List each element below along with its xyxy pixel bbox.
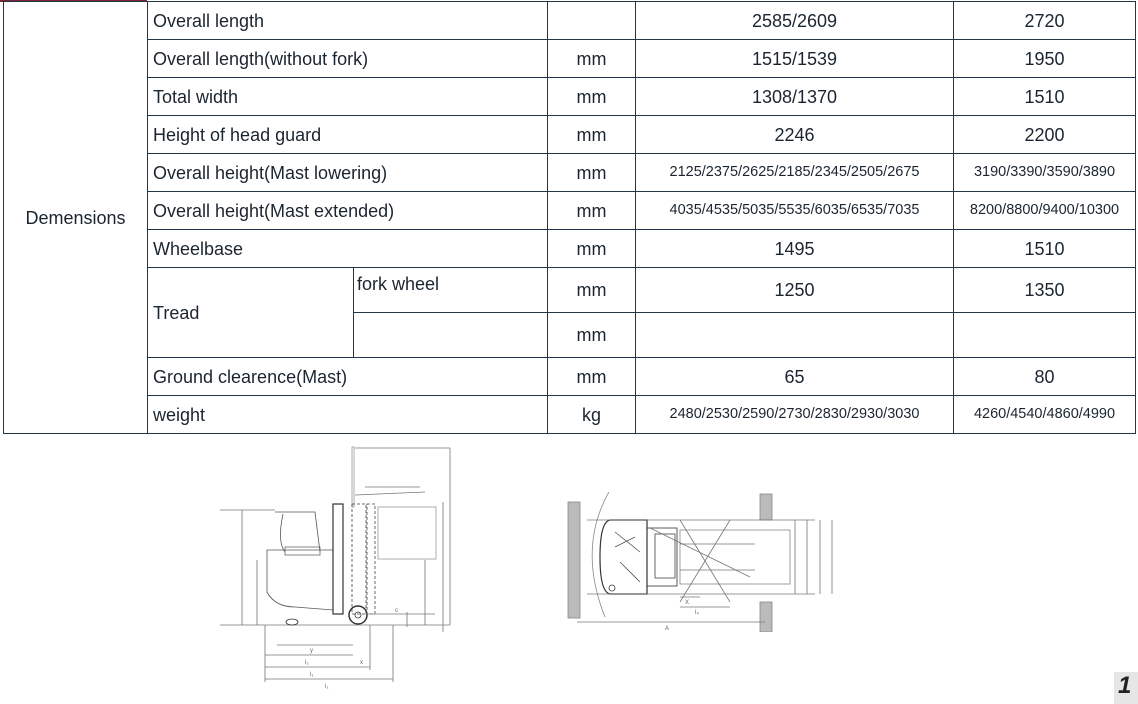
- table-row: [4, 154, 1136, 192]
- value-model-a: 1515/1539: [636, 40, 954, 78]
- unit-cell: mm: [548, 78, 636, 116]
- svg-text:l₂: l₂: [305, 660, 309, 666]
- table-row: [4, 2, 1136, 40]
- value-model-b: 1950: [954, 40, 1136, 78]
- unit-cell: kg: [548, 396, 636, 434]
- value-model-a: 1495: [636, 230, 954, 268]
- row-label: Overall length: [148, 2, 548, 40]
- category-cell: Demensions: [4, 2, 148, 434]
- table-row: [4, 40, 1136, 78]
- top-plan-drawing: [565, 492, 845, 632]
- value-model-a: 1250: [636, 268, 954, 313]
- value-model-b: [954, 313, 1136, 358]
- unit-cell: mm: [548, 313, 636, 358]
- table-row: [4, 78, 1136, 116]
- unit-cell: mm: [548, 358, 636, 396]
- value-model-b: 2200: [954, 116, 1136, 154]
- row-label: Ground clearence(Mast): [148, 358, 548, 396]
- svg-text:y: y: [310, 648, 313, 654]
- row-label: Height of head guard: [148, 116, 548, 154]
- svg-text:c: c: [395, 608, 398, 614]
- unit-cell: [548, 2, 636, 40]
- table-row: [4, 230, 1136, 268]
- value-model-a: 65: [636, 358, 954, 396]
- row-label: Tread: [148, 268, 354, 358]
- svg-text:X: X: [685, 600, 690, 606]
- row-label: Overall height(Mast extended): [148, 192, 548, 230]
- value-model-b: 80: [954, 358, 1136, 396]
- value-model-b: 1350: [954, 268, 1136, 313]
- unit-cell: mm: [548, 40, 636, 78]
- row-sublabel: fork wheel: [354, 268, 548, 313]
- value-model-a: 2125/2375/2625/2185/2345/2505/2675: [636, 154, 954, 192]
- svg-text:x: x: [360, 660, 363, 666]
- unit-cell: mm: [548, 230, 636, 268]
- value-model-a: 4035/4535/5035/5535/6035/6535/7035: [636, 192, 954, 230]
- unit-cell: mm: [548, 268, 636, 313]
- row-label: Overall length(without fork): [148, 40, 548, 78]
- value-model-b: 1510: [954, 78, 1136, 116]
- value-model-b: 8200/8800/9400/10300: [954, 192, 1136, 230]
- value-model-b: 3190/3390/3590/3890: [954, 154, 1136, 192]
- unit-cell: mm: [548, 154, 636, 192]
- svg-text:l₁: l₁: [325, 684, 329, 690]
- row-label: Overall height(Mast lowering): [148, 154, 548, 192]
- row-label: Wheelbase: [148, 230, 548, 268]
- table-row: [4, 396, 1136, 434]
- svg-text:A: A: [665, 626, 670, 632]
- value-model-a: 2480/2530/2590/2730/2830/2930/3030: [636, 396, 954, 434]
- value-model-a: [636, 313, 954, 358]
- svg-text:l₄: l₄: [695, 610, 699, 616]
- table-row: [4, 192, 1136, 230]
- value-model-a: 2585/2609: [636, 2, 954, 40]
- row-sublabel: [354, 313, 548, 358]
- table-row: [4, 268, 1136, 313]
- specification-table: [3, 1, 1136, 434]
- value-model-a: 1308/1370: [636, 78, 954, 116]
- value-model-b: 1510: [954, 230, 1136, 268]
- unit-cell: mm: [548, 192, 636, 230]
- table-row: [4, 358, 1136, 396]
- row-label: Total width: [148, 78, 548, 116]
- page-number: 1: [1114, 672, 1138, 704]
- value-model-b: 2720: [954, 2, 1136, 40]
- table-row: [4, 116, 1136, 154]
- side-elevation-drawing: [215, 442, 455, 692]
- technical-drawings: [0, 440, 1138, 699]
- row-label: weight: [148, 396, 548, 434]
- value-model-a: 2246: [636, 116, 954, 154]
- unit-cell: mm: [548, 116, 636, 154]
- value-model-b: 4260/4540/4860/4990: [954, 396, 1136, 434]
- svg-text:l₁: l₁: [310, 672, 314, 678]
